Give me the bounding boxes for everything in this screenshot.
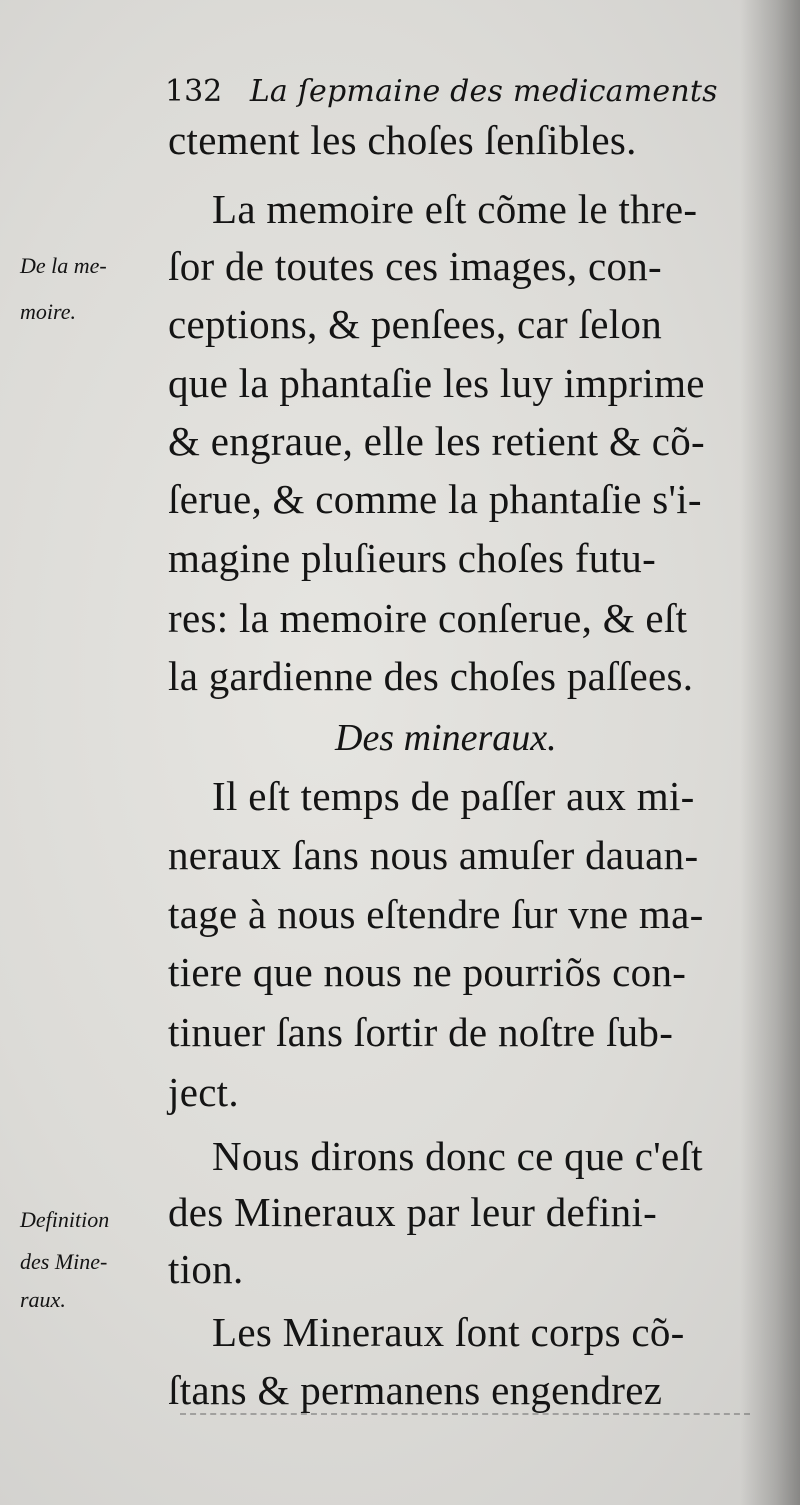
running-title: La ſepmaine des medicaments (249, 74, 718, 109)
text-line: la gardienne des choſes paſſees. (168, 653, 694, 699)
text-line: que la phantaſie les luy imprime (168, 360, 705, 406)
text-line: ſtans & permanens engendrez (168, 1367, 663, 1413)
text-line: tinuer ſans ſortir de noſtre ſub- (168, 1009, 674, 1055)
margin-note-memoire-line2: moire. (20, 299, 77, 324)
paragraph-start-line: Les Mineraux ſont corps cõ- (212, 1309, 685, 1355)
text-line: ceptions, & penſees, car ſelon (168, 301, 662, 347)
section-heading: Des mineraux. (335, 717, 557, 759)
margin-note-definition-line1: Definition (20, 1207, 110, 1232)
margin-note-memoire-line1: De la me- (20, 253, 107, 278)
page-number: 132 (165, 74, 223, 109)
text-line: ctement les choſes ſenſibles. (168, 117, 637, 163)
text-line: neraux ſans nous amuſer dauan- (168, 832, 699, 878)
text-line: magine pluſieurs choſes futu- (168, 535, 657, 581)
text-line: ject. (168, 1069, 239, 1115)
paragraph-start-line: La memoire eſt cõme le thre- (212, 186, 698, 232)
text-line: ſerue, & comme la phantaſie s'i- (168, 476, 702, 522)
text-line: des Mineraux par leur defini- (168, 1189, 658, 1235)
margin-note-definition-line2: des Mine- (20, 1249, 108, 1274)
margin-note-definition-line3: raux. (20, 1287, 66, 1312)
text-line: & engraue, elle les retient & cõ- (168, 418, 705, 464)
text-line: tion. (168, 1246, 244, 1292)
bottom-rule (180, 1413, 750, 1415)
text-line: tage à nous eſtendre ſur vne ma- (168, 891, 704, 937)
paragraph-start-line: Nous dirons donc ce que c'eſt (212, 1133, 703, 1179)
text-line: tiere que nous ne pourriõs con- (168, 949, 687, 995)
text-line: ſor de toutes ces images, con- (168, 243, 663, 289)
paragraph-start-line: Il eſt temps de paſſer aux mi- (212, 773, 695, 819)
text-line: res: la memoire conſerue, & eſt (168, 595, 688, 641)
running-header (165, 72, 718, 112)
